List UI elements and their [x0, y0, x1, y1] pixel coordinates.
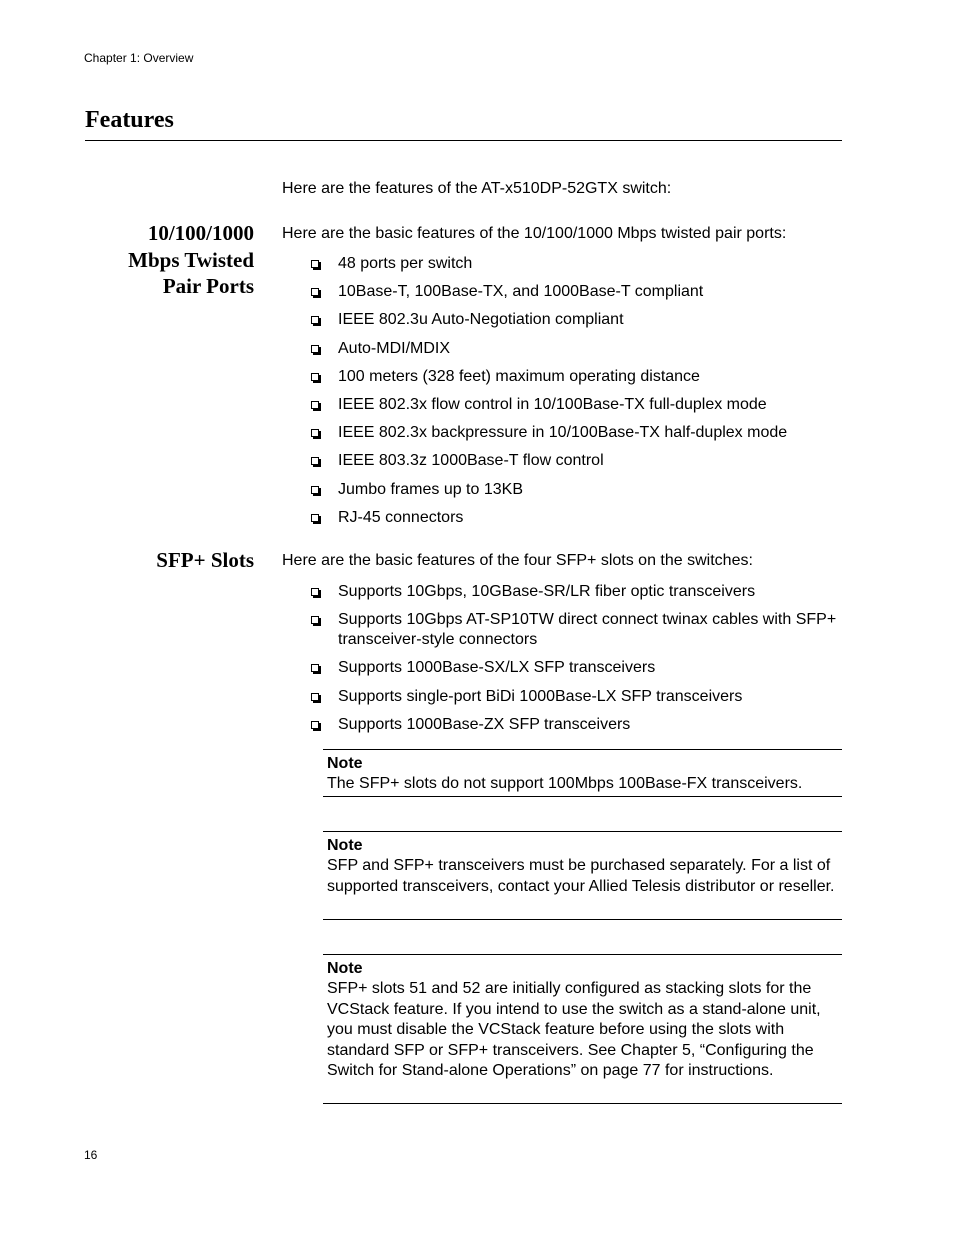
- list-item: IEEE 802.3u Auto-Negotiation compliant: [310, 310, 840, 330]
- list-item: Supports single-port BiDi 1000Base-LX SFP transceivers: [310, 687, 840, 707]
- checkbox-bullet-icon: [311, 693, 319, 701]
- checkbox-bullet-icon: [311, 260, 319, 268]
- note-text: The SFP+ slots do not support 100Mbps 100Base-FX transceivers.: [327, 775, 803, 793]
- list-item: Supports 1000Base-SX/LX SFP transceivers: [310, 658, 840, 678]
- sfp-feature-list: [310, 582, 840, 743]
- list-item: Supports 10Gbps AT-SP10TW direct connect twinax cables with SFP+ transceiver-style connectors: [310, 610, 840, 650]
- checkbox-bullet-icon: [311, 429, 319, 437]
- list-item: IEEE 802.3x backpressure in 10/100Base-TX half-duplex mode: [310, 423, 840, 443]
- list-item: Jumbo frames up to 13KB: [310, 480, 840, 500]
- note-text: SFP and SFP+ transceivers must be purchased separately. For a list of supported transceivers, contact your Allied Telesis distributor or reseller.: [327, 857, 835, 895]
- page-title: Features: [85, 107, 174, 133]
- note-box: [323, 954, 842, 1104]
- note-text: SFP+ slots 51 and 52 are initially configured as stacking slots for the VCStack feature. If you intend to use the switch as a stand-alone unit, you must disable the VCStack feature before using the slots with standard SFP or SFP+ transceivers. See Chapter 5, “Configuring the Switch for Stand-alone Operations” on page 77 for instructions.: [327, 980, 821, 1080]
- list-item: Supports 1000Base-ZX SFP transceivers: [310, 715, 840, 735]
- checkbox-bullet-icon: [311, 288, 319, 296]
- twisted-pair-heading: [128, 220, 254, 300]
- running-head: Chapter 1: Overview: [84, 51, 194, 65]
- note-box: [323, 831, 842, 920]
- list-item: IEEE 802.3x flow control in 10/100Base-TX full-duplex mode: [310, 395, 840, 415]
- title-rule: [85, 140, 842, 141]
- list-item: Supports 10Gbps, 10GBase-SR/LR fiber optic transceivers: [310, 582, 840, 602]
- note-label: Note: [327, 960, 363, 977]
- checkbox-bullet-icon: [311, 514, 319, 522]
- list-item: IEEE 803.3z 1000Base-T flow control: [310, 451, 840, 471]
- note-label: Note: [327, 837, 363, 854]
- checkbox-bullet-icon: [311, 588, 319, 596]
- intro-paragraph: Here are the features of the AT-x510DP-52GTX switch:: [282, 180, 672, 197]
- list-item: 48 ports per switch: [310, 254, 840, 274]
- list-item: 10Base-T, 100Base-TX, and 1000Base-T compliant: [310, 282, 840, 302]
- checkbox-bullet-icon: [311, 401, 319, 409]
- checkbox-bullet-icon: [311, 457, 319, 465]
- checkbox-bullet-icon: [311, 664, 319, 672]
- checkbox-bullet-icon: [311, 373, 319, 381]
- checkbox-bullet-icon: [311, 316, 319, 324]
- twisted-pair-heading-line: Mbps Twisted: [128, 247, 254, 272]
- list-item: RJ-45 connectors: [310, 508, 840, 528]
- twisted-pair-feature-list: [310, 254, 840, 536]
- checkbox-bullet-icon: [311, 486, 319, 494]
- list-item: Auto-MDI/MDIX: [310, 339, 840, 359]
- note-box: [323, 749, 842, 797]
- list-item: 100 meters (328 feet) maximum operating distance: [310, 367, 840, 387]
- note-label: Note: [327, 755, 363, 772]
- twisted-pair-lead: Here are the basic features of the 10/100/1000 Mbps twisted pair ports:: [282, 225, 787, 242]
- checkbox-bullet-icon: [311, 721, 319, 729]
- checkbox-bullet-icon: [311, 345, 319, 353]
- twisted-pair-heading-line: 10/100/1000: [147, 221, 254, 245]
- sfp-slots-heading: SFP+ Slots: [156, 548, 254, 572]
- checkbox-bullet-icon: [311, 616, 319, 624]
- sfp-slots-lead: Here are the basic features of the four SFP+ slots on the switches:: [282, 552, 753, 569]
- page-number: 16: [84, 1148, 98, 1162]
- twisted-pair-heading-line: Pair Ports: [162, 274, 254, 298]
